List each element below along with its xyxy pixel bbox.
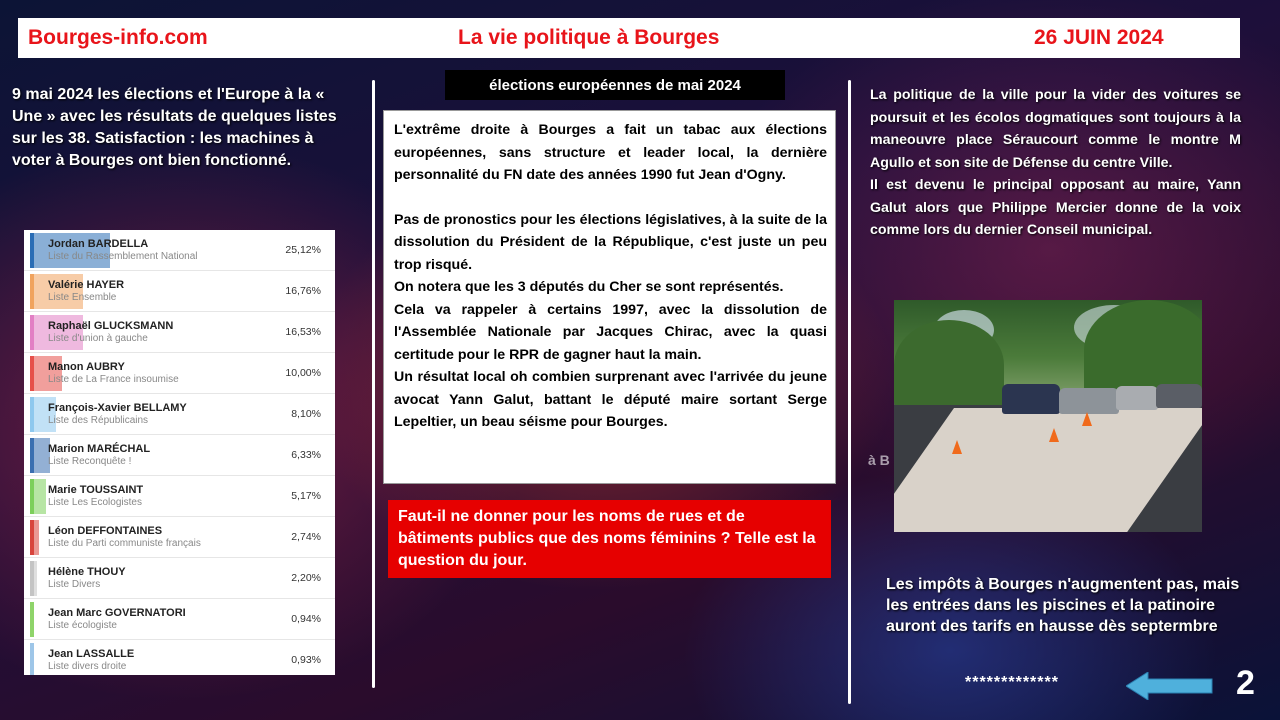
- result-color-stripe: [30, 274, 34, 309]
- list-name: Liste écologiste: [48, 619, 117, 631]
- candidate-name: Raphaël GLUCKSMANN: [48, 319, 174, 332]
- article-paragraph: L'extrême droite à Bourges a fait un tabac aux élections européennes, sans structure et leader local, la dernière personnalité du FN date des années 1990 fut Jean d'Ogny.: [394, 122, 827, 183]
- article-paragraph: Un résultat local oh combien surprenant avec l'arrivée du jeune avocat Yann Galut, battant le député maire sortant Serge Lepeltier, un beau séisme pour Bourges.: [394, 369, 827, 430]
- result-row: [24, 640, 335, 675]
- main-article: [383, 110, 836, 484]
- separator-stars: *************: [965, 674, 1059, 691]
- list-name: Liste du Parti communiste français: [48, 537, 201, 549]
- result-row: [24, 312, 335, 353]
- divider-right: [848, 80, 851, 704]
- list-name: Liste divers droite: [48, 660, 127, 672]
- list-name: Liste de La France insoumise: [48, 373, 179, 385]
- result-percentage: 10,00%: [285, 367, 321, 379]
- candidate-name: Jean Marc GOVERNATORI: [48, 606, 186, 619]
- candidate-name: Marie TOUSSAINT: [48, 483, 144, 496]
- page-number: 2: [1236, 664, 1255, 702]
- candidate-name: Manon AUBRY: [48, 360, 125, 373]
- result-row: [24, 353, 335, 394]
- candidate-name: Valérie HAYER: [48, 278, 125, 291]
- result-color-stripe: [30, 315, 34, 350]
- list-name: Liste Ensemble: [48, 291, 117, 303]
- election-results-table: [24, 230, 335, 675]
- candidate-name: François-Xavier BELLAMY: [48, 401, 187, 414]
- result-row: [24, 230, 335, 271]
- result-color-stripe: [30, 397, 34, 432]
- result-percentage: 25,12%: [285, 244, 321, 256]
- result-row: [24, 599, 335, 640]
- site-name[interactable]: Bourges-info.com: [28, 26, 208, 49]
- result-color-stripe: [30, 438, 34, 473]
- candidate-name: Jordan BARDELLA: [48, 237, 149, 250]
- list-name: Liste Divers: [48, 578, 101, 590]
- candidate-name: Léon DEFFONTAINES: [48, 524, 163, 537]
- list-name: Liste des Républicains: [48, 414, 149, 426]
- article-paragraph: Pas de pronostics pour les élections législatives, à la suite de la dissolution du Président de la République, c'est juste un peu trop risqué.: [394, 211, 827, 273]
- article-paragraph: Cela va rappeler à certains 1997, avec la dissolution de l'Assemblée Nationale par Jacques Chirac, avec la quasi certitude pour le RPR de gagner haut la main.: [394, 301, 827, 363]
- page-title: La vie politique à Bourges: [458, 26, 720, 49]
- article-paragraph: On notera que les 3 députés du Cher se sont représentés.: [394, 279, 784, 295]
- result-percentage: 16,53%: [285, 326, 321, 338]
- candidate-name: Hélène THOUY: [48, 565, 126, 578]
- list-name: Liste du Rassemblement National: [48, 250, 198, 262]
- result-percentage: 0,93%: [291, 654, 321, 666]
- elections-intro: 9 mai 2024 les élections et l'Europe à la « Une » avec les résultats de quelques listes sur les 38. Satisfaction : les machines à voter à Bourges ont bien fonctionné.: [12, 86, 337, 169]
- result-percentage: 2,20%: [291, 572, 321, 584]
- result-color-stripe: [30, 561, 34, 596]
- city-policy-text: [870, 84, 1241, 242]
- result-row: [24, 271, 335, 312]
- divider-left: [372, 80, 375, 688]
- result-percentage: 2,74%: [291, 531, 321, 543]
- result-row: [24, 435, 335, 476]
- result-color-stripe: [30, 479, 34, 514]
- hidden-text-fragment: à B: [868, 452, 890, 468]
- back-arrow-icon[interactable]: [1126, 672, 1214, 700]
- page-date: 26 JUIN 2024: [1034, 26, 1164, 49]
- result-row: [24, 517, 335, 558]
- result-percentage: 5,17%: [291, 490, 321, 502]
- result-color-stripe: [30, 356, 34, 391]
- candidate-name: Jean LASSALLE: [48, 647, 135, 660]
- result-percentage: 0,94%: [291, 613, 321, 625]
- section-tag: élections européennes de mai 2024: [445, 70, 785, 100]
- candidate-name: Marion MARÉCHAL: [48, 442, 151, 455]
- result-row: [24, 394, 335, 435]
- result-percentage: 6,33%: [291, 449, 321, 461]
- result-color-stripe: [30, 520, 34, 555]
- question-of-the-day: Faut-il ne donner pour les noms de rues et de bâtiments publics que des noms féminins ? Telle est la question du jour.: [388, 500, 831, 578]
- result-percentage: 8,10%: [291, 408, 321, 420]
- header-bar: [18, 18, 1240, 58]
- parking-photo: [894, 300, 1202, 532]
- result-color-stripe: [30, 233, 34, 268]
- result-row: [24, 476, 335, 517]
- list-name: Liste Reconquête !: [48, 455, 132, 467]
- result-percentage: 16,76%: [285, 285, 321, 297]
- result-row: [24, 558, 335, 599]
- result-color-stripe: [30, 643, 34, 675]
- city-policy-paragraph: La politique de la ville pour la vider des voitures se poursuit et les écolos dogmatiques sont toujours à la maneouvre place Séraucourt comme le montre M Agullo et son site de Défense du centre Ville.: [870, 87, 1241, 171]
- city-policy-paragraph: Il est devenu le principal opposant au maire, Yann Galut alors que Philippe Mercier donne de la voix comme lors du dernier Conseil municipal.: [870, 177, 1241, 238]
- list-name: Liste d'union à gauche: [48, 332, 148, 344]
- taxes-note: Les impôts à Bourges n'augmentent pas, mais les entrées dans les piscines et la patinoire auront des tarifs en hausse dès septermbre: [886, 576, 1240, 635]
- list-name: Liste Les Ecologistes: [48, 496, 142, 508]
- result-color-stripe: [30, 602, 34, 637]
